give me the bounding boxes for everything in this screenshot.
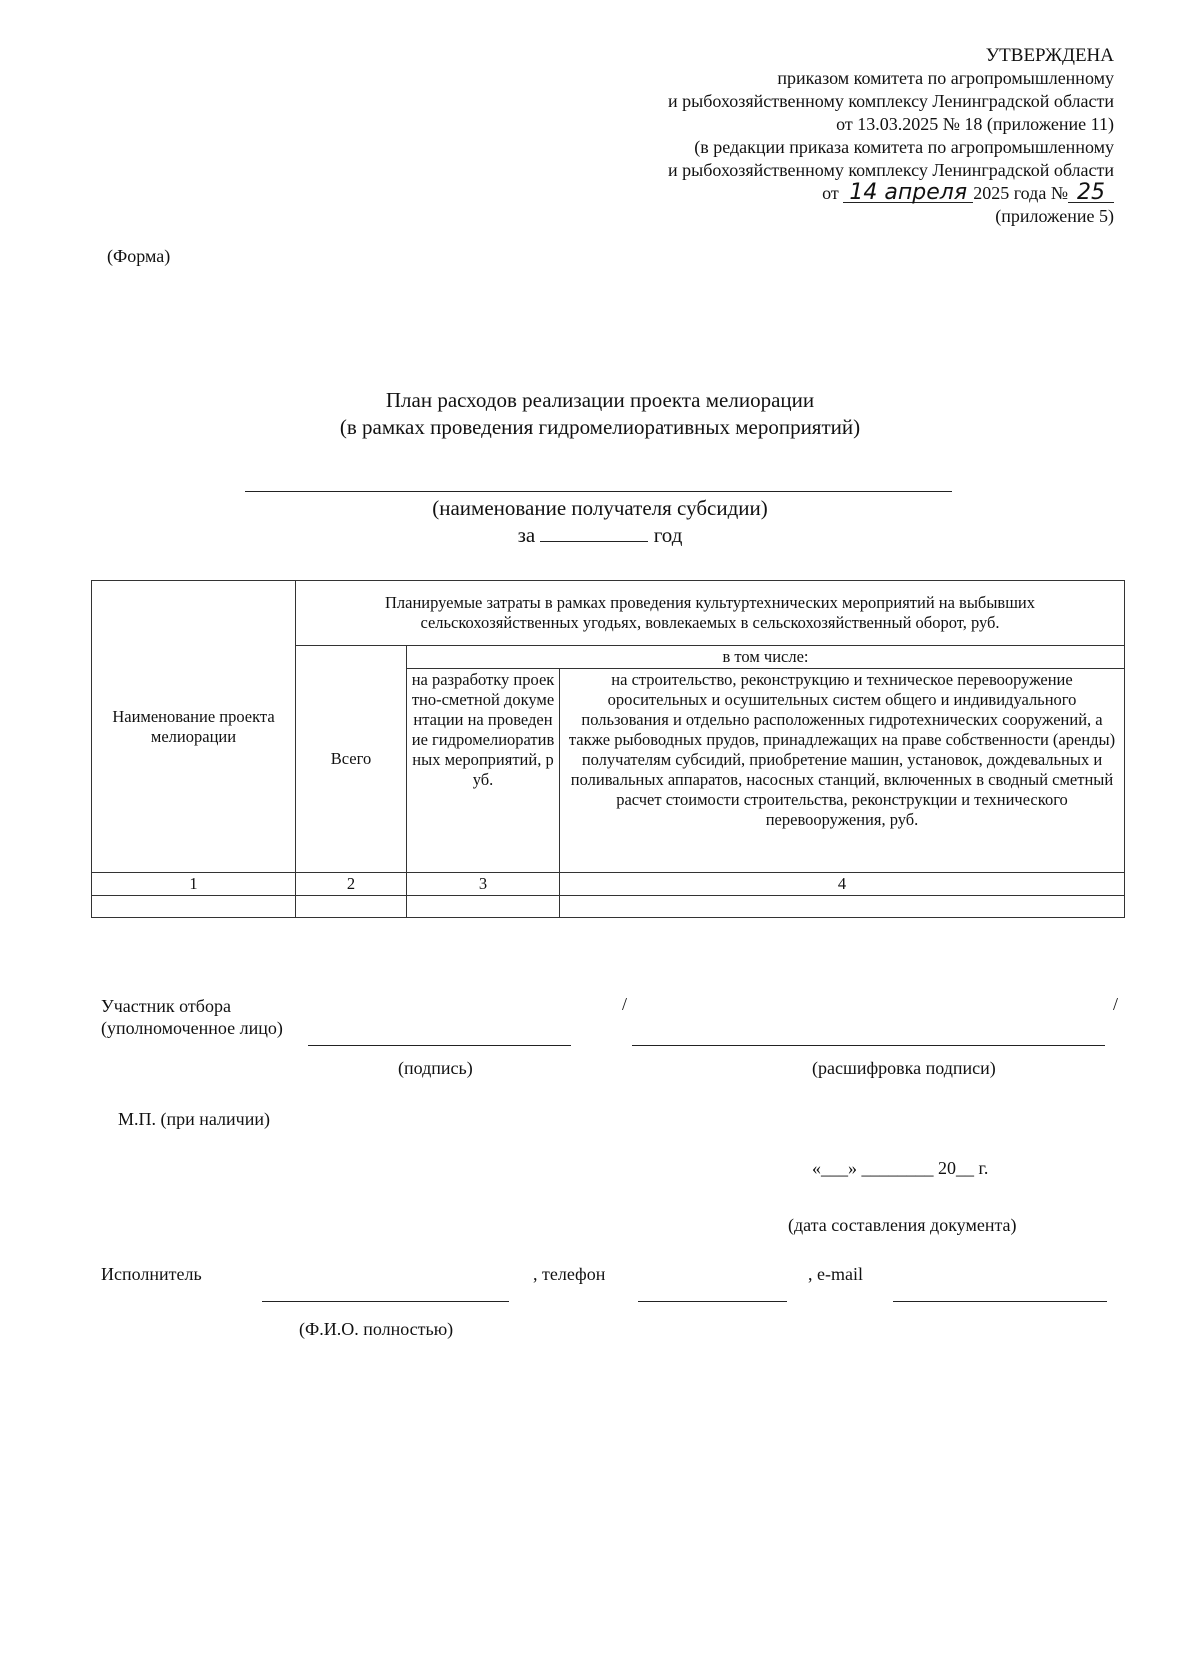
participant-label [101, 995, 283, 1039]
column-number-3: 3 [407, 873, 560, 896]
year-suffix: год [653, 523, 683, 547]
slash-2: / [1113, 994, 1119, 1014]
approval-date-prefix: от [822, 183, 839, 203]
participant-line-1: Участник отбора [101, 996, 231, 1016]
recipient-name-line[interactable] [245, 490, 952, 492]
recipient-caption: (наименование получателя субсидии) [432, 496, 768, 520]
year-line [0, 522, 1200, 549]
column-number-4: 4 [560, 873, 1125, 896]
column-number-1: 1 [92, 873, 296, 896]
executor-phone-line[interactable] [638, 1300, 787, 1302]
executor-email-line[interactable] [893, 1300, 1107, 1302]
email-label: , e-mail [808, 1264, 863, 1284]
table-row [92, 896, 1125, 918]
slash-1: / [622, 994, 628, 1014]
phone-label: , телефон [533, 1264, 606, 1284]
executor-name-line[interactable] [262, 1300, 509, 1302]
empty-cell-total[interactable] [296, 896, 407, 918]
approval-line-2: и рыбохозяйственному комплексу Ленинградской области [668, 91, 1114, 111]
header-including: в том числе: [407, 646, 1125, 669]
date-line[interactable]: «___» ________ 20__ г. [812, 1158, 989, 1178]
empty-cell-name[interactable] [92, 896, 296, 918]
approval-date-line [668, 182, 1114, 205]
executor-name-caption: (Ф.И.О. полностью) [299, 1319, 454, 1339]
document-title [0, 387, 1200, 441]
title-line-2: (в рамках проведения гидромелиоративных мероприятий) [339, 415, 861, 439]
year-field[interactable] [540, 523, 648, 542]
header-construction: на строительство, реконструкцию и техническое перевооружение оросительных и осушительных систем общего и индивидуального пользования и отдельно расположенных гидротехнических сооружений, а также рыбоводных прудов, принадлежащих на праве собственности (аренды) получателям субсидий, приобретение машин, установок, дождевальных и поливальных аппаратов, насосных станций, включенных в сводный сметный расчет стоимости строительства, реконструкции и технического перевооружения, руб. [560, 669, 1125, 873]
year-prefix: за [517, 523, 536, 547]
table-row-column-numbers [92, 873, 1125, 896]
executor-label: Исполнитель [101, 1264, 202, 1284]
expense-plan-table [91, 580, 1125, 918]
signature-caption: (подпись) [398, 1058, 473, 1078]
handwritten-date: 14 апреля [843, 184, 973, 203]
approval-heading: УТВЕРЖДЕНА [985, 45, 1114, 66]
column-number-2: 2 [296, 873, 407, 896]
date-caption: (дата составления документа) [788, 1215, 1017, 1235]
title-line-1: План расходов реализации проекта мелиорации [385, 388, 815, 412]
signature-line[interactable] [308, 1044, 571, 1046]
header-total: Всего [296, 646, 407, 873]
signature-decode-line[interactable] [632, 1044, 1105, 1046]
form-label: (Форма) [107, 246, 171, 266]
approval-line-5: и рыбохозяйственному комплексу Ленинградской области [668, 160, 1114, 180]
header-project-name: Наименование проекта мелиорации [92, 581, 296, 873]
approval-line-4: (в редакции приказа комитета по агропромышленному [694, 137, 1114, 157]
header-planned-costs: Планируемые затраты в рамках проведения культуртехнических мероприятий на выбывших сельскохозяйственных угодьях, вовлекаемых в сельскохозяйственный оборот, руб. [296, 581, 1125, 646]
approval-line-1: приказом комитета по агропромышленному [777, 68, 1114, 88]
approval-appendix: (приложение 5) [995, 206, 1114, 226]
handwritten-number: 25 [1068, 184, 1114, 203]
approval-line-3: от 13.03.2025 № 18 (приложение 11) [836, 114, 1114, 134]
participant-line-2: (уполномоченное лицо) [101, 1018, 283, 1038]
approval-block [668, 44, 1114, 228]
header-design-docs: на разработку проектно-сметной документации на проведение гидромелиоративных мероприятий, руб. [407, 669, 560, 873]
empty-cell-construction[interactable] [560, 896, 1125, 918]
empty-cell-design[interactable] [407, 896, 560, 918]
stamp-label: М.П. (при наличии) [118, 1109, 270, 1129]
approval-date-suffix: 2025 года № [973, 183, 1068, 203]
decode-caption: (расшифровка подписи) [812, 1058, 996, 1078]
